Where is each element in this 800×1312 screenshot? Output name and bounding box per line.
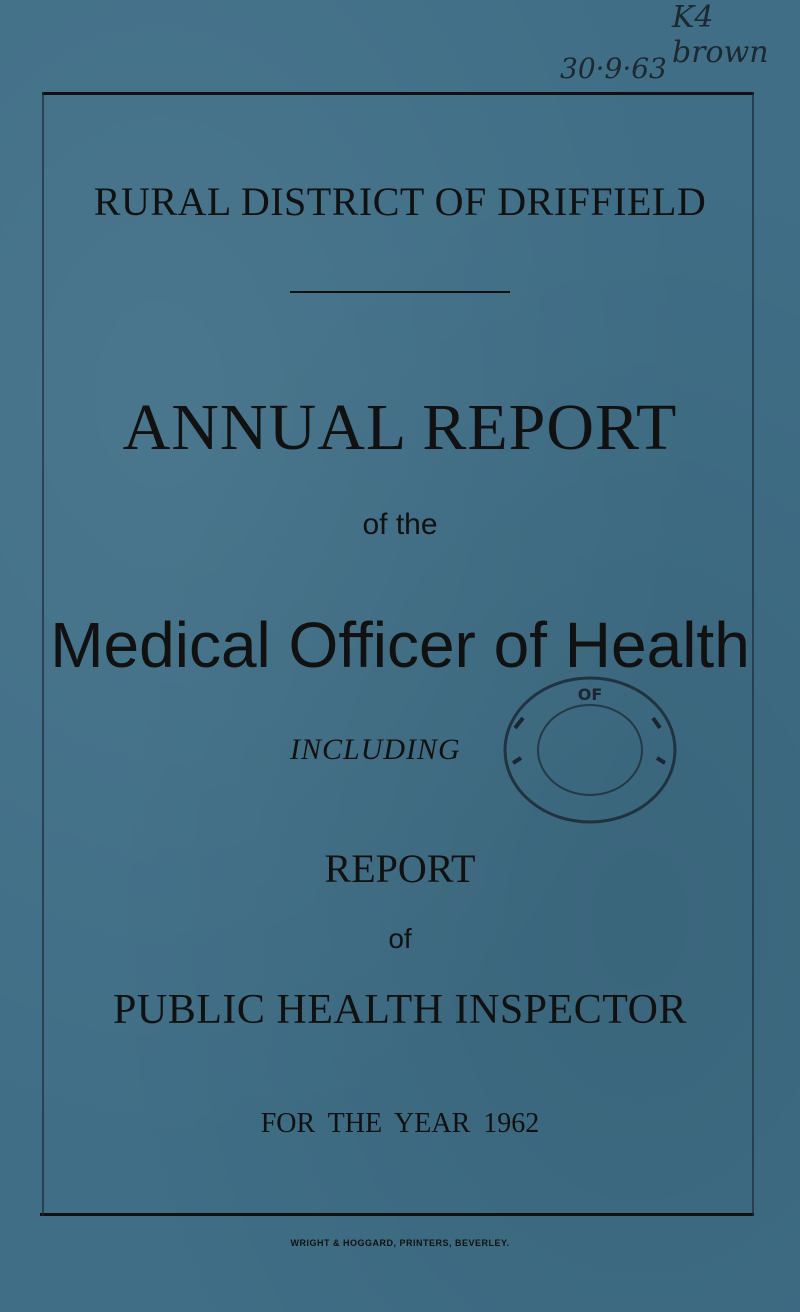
handwritten-date: 30·9·63 xyxy=(560,52,667,85)
year-line: FOR THE YEAR 1962 xyxy=(260,1108,540,1139)
of-text: of xyxy=(388,923,412,954)
divider-rule xyxy=(290,291,510,293)
library-stamp-icon xyxy=(495,668,685,833)
bottom-border-rule xyxy=(40,1213,754,1216)
of-the-text: of the xyxy=(362,508,438,541)
report-title: ANNUAL REPORT xyxy=(122,391,678,464)
handwritten-note: K4 brown xyxy=(672,0,769,70)
top-border-rule xyxy=(42,92,754,95)
officer-title: Medical Officer of Health xyxy=(50,609,750,681)
stamp-text: OF xyxy=(577,685,603,704)
report-subtitle: REPORT xyxy=(324,846,476,891)
district-heading: RURAL DISTRICT OF DRIFFIELD xyxy=(93,179,707,224)
including-text: INCLUDING xyxy=(290,733,461,766)
inspector-title: PUBLIC HEALTH INSPECTOR xyxy=(113,987,687,1033)
printer-imprint: WRIGHT & HOGGARD, PRINTERS, BEVERLEY. xyxy=(290,1238,510,1248)
